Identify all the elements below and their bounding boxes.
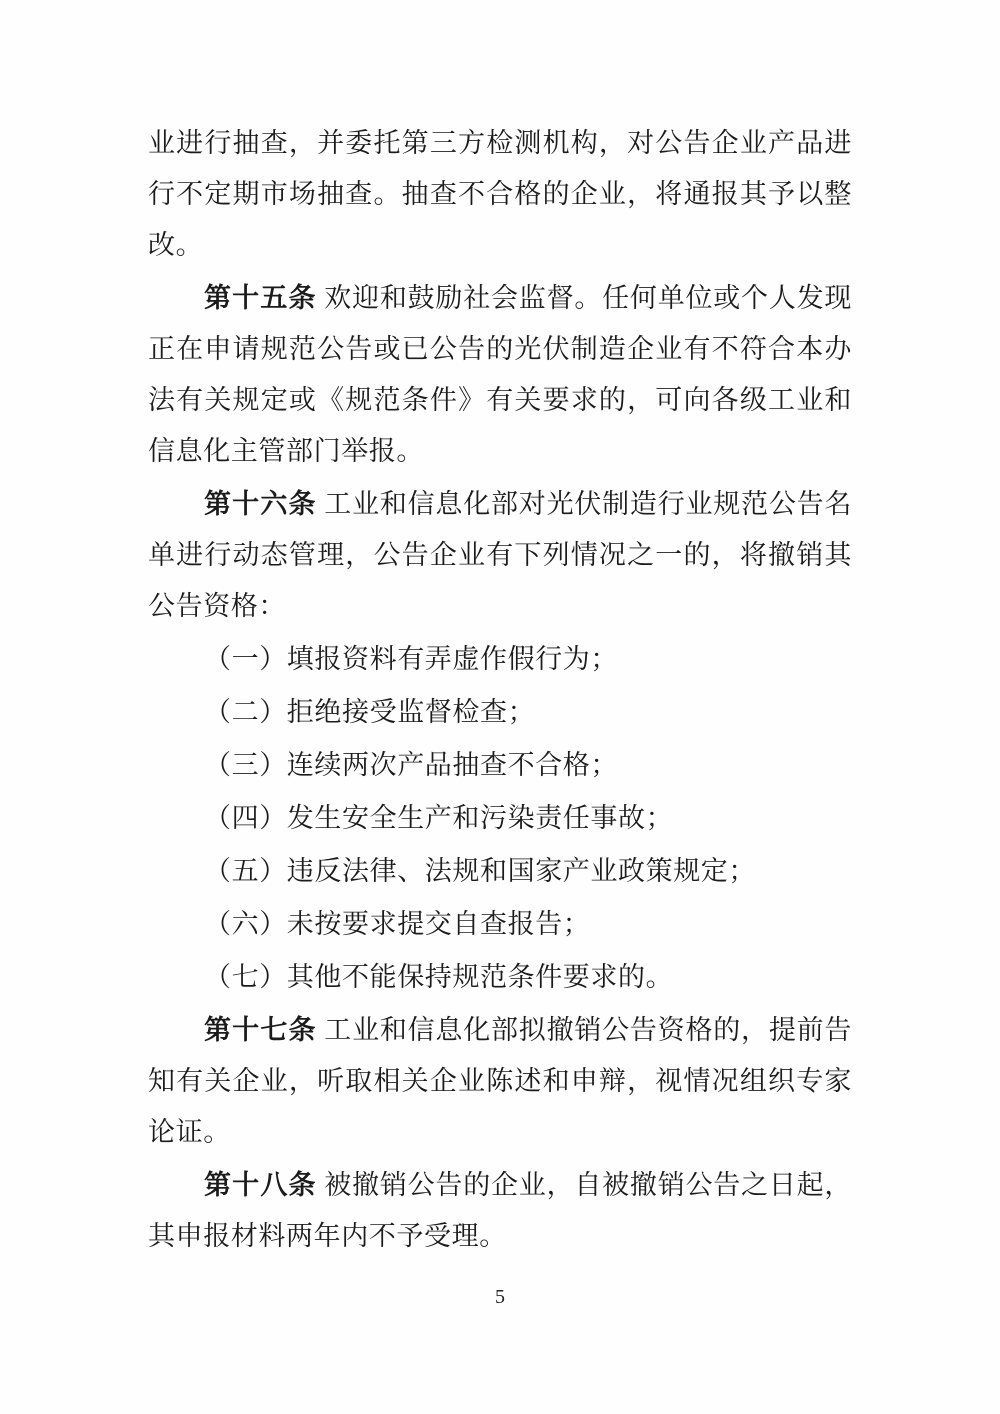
list-item-text: （七）其他不能保持规范条件要求的。 bbox=[204, 962, 674, 992]
article-16 bbox=[148, 479, 852, 632]
article-17 bbox=[148, 1005, 852, 1158]
list-item-text: （三）连续两次产品抽查不合格； bbox=[204, 750, 618, 780]
article-16-text: 工业和信息化部对光伏制造行业规范公告名单进行动态管理，公告企业有下列情况之一的，将撤销其公告资格： bbox=[148, 489, 853, 621]
article-17-text: 工业和信息化部拟撤销公告资格的，提前告知有关企业，听取相关企业陈述和申辩，视情况组织专家论证。 bbox=[148, 1015, 853, 1147]
article-15-title: 第十五条 bbox=[204, 283, 317, 313]
page-number: 5 bbox=[495, 1286, 505, 1308]
article-18 bbox=[148, 1160, 852, 1262]
list-item-text: （二）拒绝接受监督检查； bbox=[204, 697, 536, 727]
article-18-title: 第十八条 bbox=[204, 1170, 317, 1200]
list-item-7 bbox=[148, 952, 852, 1003]
article-18-text: 被撤销公告的企业，自被撤销公告之日起，其申报材料两年内不予受理。 bbox=[148, 1170, 853, 1251]
list-item-4 bbox=[148, 793, 852, 844]
article-16-title: 第十六条 bbox=[204, 489, 317, 519]
article-17-title: 第十七条 bbox=[204, 1015, 317, 1045]
list-item-text: （四）发生安全生产和污染责任事故； bbox=[204, 803, 674, 833]
document-body bbox=[148, 118, 852, 1264]
article-15 bbox=[148, 273, 852, 477]
list-item-2 bbox=[148, 687, 852, 738]
list-item-text: （六）未按要求提交自查报告； bbox=[204, 909, 591, 939]
list-item-text: （一）填报资料有弄虚作假行为； bbox=[204, 644, 618, 674]
list-item-3 bbox=[148, 740, 852, 791]
paragraph-text: 业进行抽查，并委托第三方检测机构，对公告企业产品进行不定期市场抽查。抽查不合格的企业，将通报其予以整改。 bbox=[148, 128, 852, 260]
list-item-6 bbox=[148, 899, 852, 950]
list-item-5 bbox=[148, 846, 852, 897]
paragraph-continued bbox=[148, 118, 852, 271]
list-item-text: （五）违反法律、法规和国家产业政策规定； bbox=[204, 856, 756, 886]
article-15-text: 欢迎和鼓励社会监督。任何单位或个人发现正在申请规范公告或已公告的光伏制造企业有不符合本办法有关规定或《规范条件》有关要求的，可向各级工业和信息化主管部门举报。 bbox=[148, 283, 853, 466]
list-item-1 bbox=[148, 634, 852, 685]
